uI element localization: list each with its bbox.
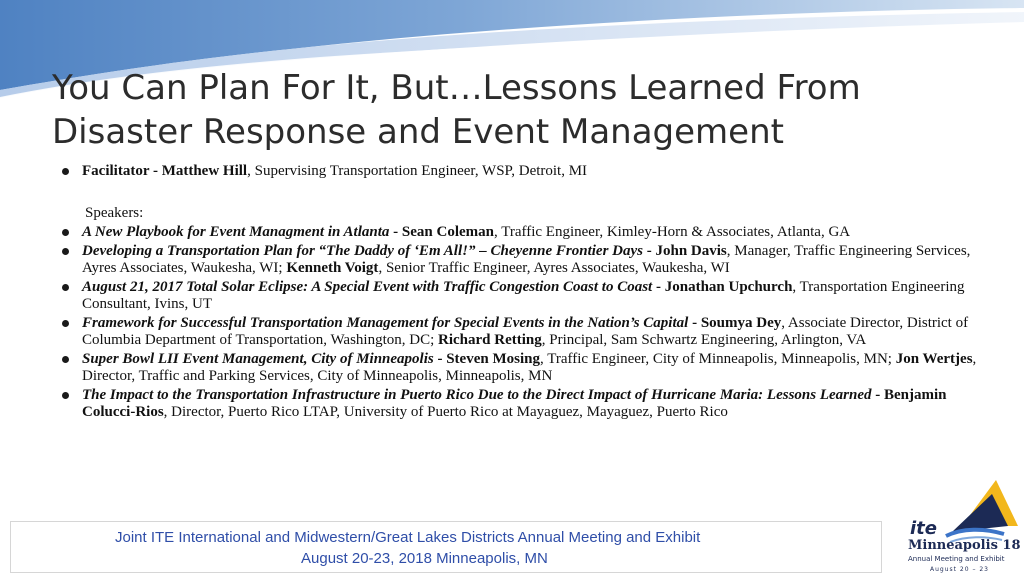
speaker-name: John Davis [655, 243, 727, 259]
talk-title: Framework for Successful Transportation Management for Special Events in the Nation’s Capital [82, 315, 689, 331]
speaker-name: Kenneth Voigt [286, 260, 379, 276]
speaker-details: , Director, Traffic and Parking Services, City of Minneapolis, Minneapolis, MN [82, 351, 977, 384]
speaker-name: Richard Retting [438, 332, 542, 348]
talk-separator: - [433, 351, 447, 367]
talk-separator: - [688, 315, 701, 331]
speaker-details: , Transportation Engineering Consultant, Ivins, UT [82, 279, 965, 312]
talk-item [60, 387, 980, 421]
talk-title: Developing a Transportation Plan for “The Daddy of ‘Em All!” – Cheyenne Frontier Days [82, 243, 643, 259]
talk-item [60, 224, 980, 241]
speaker-name: Sean Coleman [401, 224, 494, 240]
facilitator-name: Facilitator - Matthew Hill [82, 163, 248, 179]
speaker-name: Jon Wertjes [895, 351, 973, 367]
speaker-details: , Traffic Engineer, Kimley-Horn & Associates, Atlanta, GA [493, 224, 851, 240]
talk-item [60, 279, 980, 313]
speaker-details: , Principal, Sam Schwartz Engineering, Arlington, VA [541, 332, 867, 348]
footer-banner [10, 521, 882, 573]
bullet-icon [62, 284, 69, 291]
footer-event-date-location: August 20-23, 2018 Minneapolis, MN [301, 550, 548, 567]
bullet-icon [62, 392, 69, 399]
talk-title: A New Playbook for Event Managment in Atlanta [82, 224, 390, 240]
bullet-icon [62, 356, 69, 363]
logo-city-text: Minneapolis 18 [908, 538, 1021, 553]
facilitator-item [60, 163, 980, 180]
talk-separator: - [389, 224, 402, 240]
spacer [60, 180, 980, 205]
bullet-icon [62, 229, 69, 236]
speaker-details: , Director, Puerto Rico LTAP, University of Puerto Rico at Mayaguez, Mayaguez, Puerto Rico [163, 404, 728, 420]
speaker-details: , Manager, Traffic Engineering Services, Ayres Associates, Waukesha, WI; [82, 243, 971, 276]
bullet-icon [62, 320, 69, 327]
talk-separator: - [652, 279, 665, 295]
talk-separator: - [871, 387, 884, 403]
facilitator-details: , Supervising Transportation Engineer, WSP, Detroit, MI [247, 163, 588, 179]
talk-separator: - [642, 243, 656, 259]
talk-item [60, 351, 980, 385]
ite-minneapolis-logo [896, 476, 1020, 576]
bullet-icon [62, 168, 69, 175]
footer-event-name: Joint ITE International and Midwestern/Great Lakes Districts Annual Meeting and Exhibit [115, 529, 701, 546]
bullet-icon [62, 248, 69, 255]
logo-org-text: ite [910, 518, 937, 539]
logo-dates-text: August 20 – 23 [930, 566, 989, 573]
speakers-heading: Speakers: [85, 205, 144, 221]
speaker-name: Steven Mosing [446, 351, 540, 367]
talk-item [60, 243, 980, 277]
talk-item [60, 315, 980, 349]
talk-title: Super Bowl LII Event Management, City of Minneapolis [82, 351, 434, 367]
talk-title: August 21, 2017 Total Solar Eclipse: A Special Event with Traffic Congestion Coast to Coast [82, 279, 653, 295]
speaker-details: , Associate Director, District of Columbia Department of Transportation, Washington, DC; [82, 315, 969, 348]
speaker-details: , Senior Traffic Engineer, Ayres Associates, Waukesha, WI [378, 260, 730, 276]
logo-subtitle-text: Annual Meeting and Exhibit [908, 555, 1005, 563]
speaker-name: Jonathan Upchurch [664, 279, 793, 295]
slide-title: You Can Plan For It, But…Lessons Learned From Disaster Response and Event Management [52, 68, 861, 152]
speaker-name: Soumya Dey [700, 315, 782, 331]
talk-title: The Impact to the Transportation Infrastructure in Puerto Rico Due to the Direct Impact of Hurricane Maria: Lessons Learned [82, 387, 872, 403]
speaker-name: Benjamin Colucci-Rios [82, 387, 947, 420]
session-details [60, 163, 980, 421]
speaker-details: , Traffic Engineer, City of Minneapolis, Minneapolis, MN; [539, 351, 896, 367]
